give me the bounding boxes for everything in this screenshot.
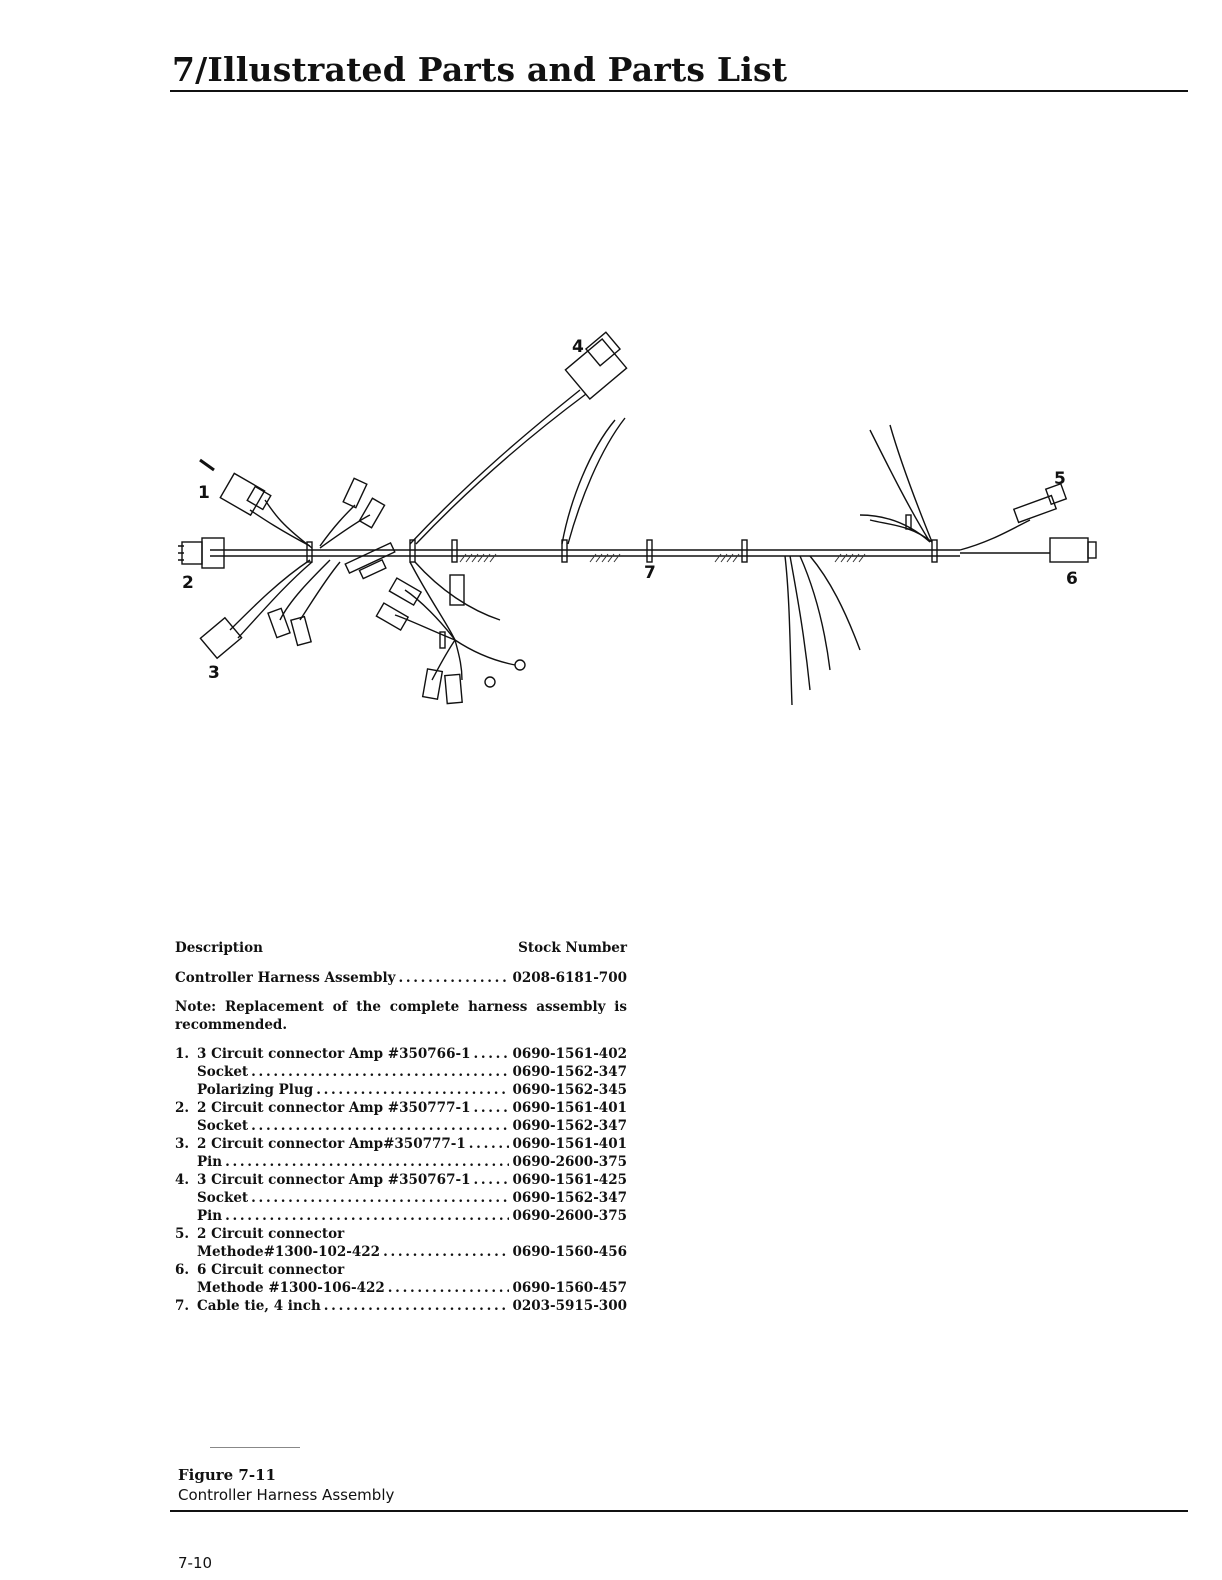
page-title: 7/Illustrated Parts and Parts List bbox=[172, 50, 788, 89]
harness-illustration bbox=[170, 320, 1110, 720]
description-column-header: Description bbox=[175, 940, 263, 956]
item-description: 3 Circuit connector Amp #350766-1 bbox=[197, 1046, 471, 1062]
item-stock-number: 0690-1562-347 bbox=[512, 1064, 627, 1080]
item-description: Socket bbox=[197, 1190, 249, 1206]
item-description: Polarizing Plug bbox=[197, 1082, 314, 1098]
assembly-row bbox=[175, 970, 627, 986]
assembly-label: Controller Harness Assembly bbox=[175, 970, 396, 986]
item-description: 2 Circuit connector Amp#350777-1 bbox=[197, 1136, 466, 1152]
item-description: Methode #1300-106-422 bbox=[197, 1280, 385, 1296]
item-description: Pin bbox=[197, 1154, 223, 1170]
callout-4: 4 bbox=[572, 337, 584, 357]
leader-dots bbox=[383, 1244, 509, 1260]
divider bbox=[210, 1447, 300, 1448]
callout-7: 7 bbox=[644, 563, 656, 583]
figure-label: Figure 7-11 bbox=[178, 1466, 276, 1484]
page-number: 7-10 bbox=[178, 1554, 213, 1572]
item-stock-number: 0690-1561-425 bbox=[512, 1172, 627, 1188]
item-description: Socket bbox=[197, 1064, 249, 1080]
item-stock-number: 0203-5915-300 bbox=[512, 1298, 627, 1314]
leader-dots bbox=[251, 1064, 509, 1080]
leader-dots bbox=[398, 970, 509, 986]
callout-2: 2 bbox=[182, 573, 194, 593]
assembly-stock: 0208-6181-700 bbox=[512, 970, 627, 986]
figure-caption: Controller Harness Assembly bbox=[178, 1486, 395, 1504]
parts-row bbox=[175, 1208, 627, 1226]
parts-row bbox=[175, 1226, 627, 1244]
parts-row bbox=[175, 1100, 627, 1118]
item-description: 3 Circuit connector Amp #350767-1 bbox=[197, 1172, 471, 1188]
parts-row bbox=[175, 1118, 627, 1136]
parts-row bbox=[175, 1280, 627, 1298]
parts-row bbox=[175, 1136, 627, 1154]
parts-row bbox=[175, 1082, 627, 1100]
parts-row bbox=[175, 1154, 627, 1172]
parts-row bbox=[175, 1190, 627, 1208]
leader-dots bbox=[473, 1172, 509, 1188]
leader-dots bbox=[473, 1046, 509, 1062]
item-number: 3. bbox=[175, 1136, 190, 1152]
parts-row bbox=[175, 1046, 627, 1064]
leader-dots bbox=[251, 1118, 509, 1134]
item-description: Pin bbox=[197, 1208, 223, 1224]
item-stock-number: 0690-2600-375 bbox=[512, 1154, 627, 1170]
parts-list-header bbox=[175, 940, 627, 956]
item-number: 7. bbox=[175, 1298, 190, 1314]
header-rule bbox=[170, 90, 1188, 92]
item-stock-number: 0690-1561-401 bbox=[512, 1100, 627, 1116]
parts-row bbox=[175, 1172, 627, 1190]
item-description: Methode#1300-102-422 bbox=[197, 1244, 381, 1260]
item-number: 1. bbox=[175, 1046, 190, 1062]
leader-dots bbox=[251, 1190, 509, 1206]
item-stock-number: 0690-1562-347 bbox=[512, 1118, 627, 1134]
item-description: 6 Circuit connector bbox=[197, 1262, 345, 1278]
leader-dots bbox=[388, 1280, 510, 1296]
item-number: 5. bbox=[175, 1226, 190, 1242]
item-number: 2. bbox=[175, 1100, 190, 1116]
parts-row bbox=[175, 1064, 627, 1082]
replacement-note: Note: Replacement of the complete harness assembly is recommended. bbox=[175, 999, 627, 1033]
leader-dots bbox=[225, 1208, 509, 1224]
leader-dots bbox=[316, 1082, 509, 1098]
parts-row bbox=[175, 1262, 627, 1280]
item-stock-number: 0690-1560-456 bbox=[512, 1244, 627, 1260]
item-stock-number: 0690-1561-402 bbox=[512, 1046, 627, 1062]
item-stock-number: 0690-1561-401 bbox=[512, 1136, 627, 1152]
item-number: 6. bbox=[175, 1262, 190, 1278]
parts-row bbox=[175, 1244, 627, 1262]
stock-number-column-header: Stock Number bbox=[518, 940, 627, 956]
item-description: Cable tie, 4 inch bbox=[197, 1298, 321, 1314]
leader-dots bbox=[225, 1154, 509, 1170]
callout-3: 3 bbox=[208, 663, 220, 683]
item-stock-number: 0690-1560-457 bbox=[512, 1280, 627, 1296]
leader-dots bbox=[473, 1100, 509, 1116]
parts-row bbox=[175, 1298, 627, 1316]
leader-dots bbox=[324, 1298, 510, 1314]
parts-rows bbox=[175, 1046, 627, 1316]
callout-6: 6 bbox=[1066, 569, 1078, 589]
item-stock-number: 0690-1562-345 bbox=[512, 1082, 627, 1098]
callout-1: 1 bbox=[198, 483, 210, 503]
footer-rule bbox=[170, 1510, 1188, 1512]
callout-5: 5 bbox=[1054, 469, 1066, 489]
item-stock-number: 0690-1562-347 bbox=[512, 1190, 627, 1206]
item-number: 4. bbox=[175, 1172, 190, 1188]
item-description: Socket bbox=[197, 1118, 249, 1134]
leader-dots bbox=[469, 1136, 510, 1152]
item-stock-number: 0690-2600-375 bbox=[512, 1208, 627, 1224]
item-description: 2 Circuit connector Amp #350777-1 bbox=[197, 1100, 471, 1116]
parts-list bbox=[175, 940, 627, 1316]
item-description: 2 Circuit connector bbox=[197, 1226, 345, 1242]
